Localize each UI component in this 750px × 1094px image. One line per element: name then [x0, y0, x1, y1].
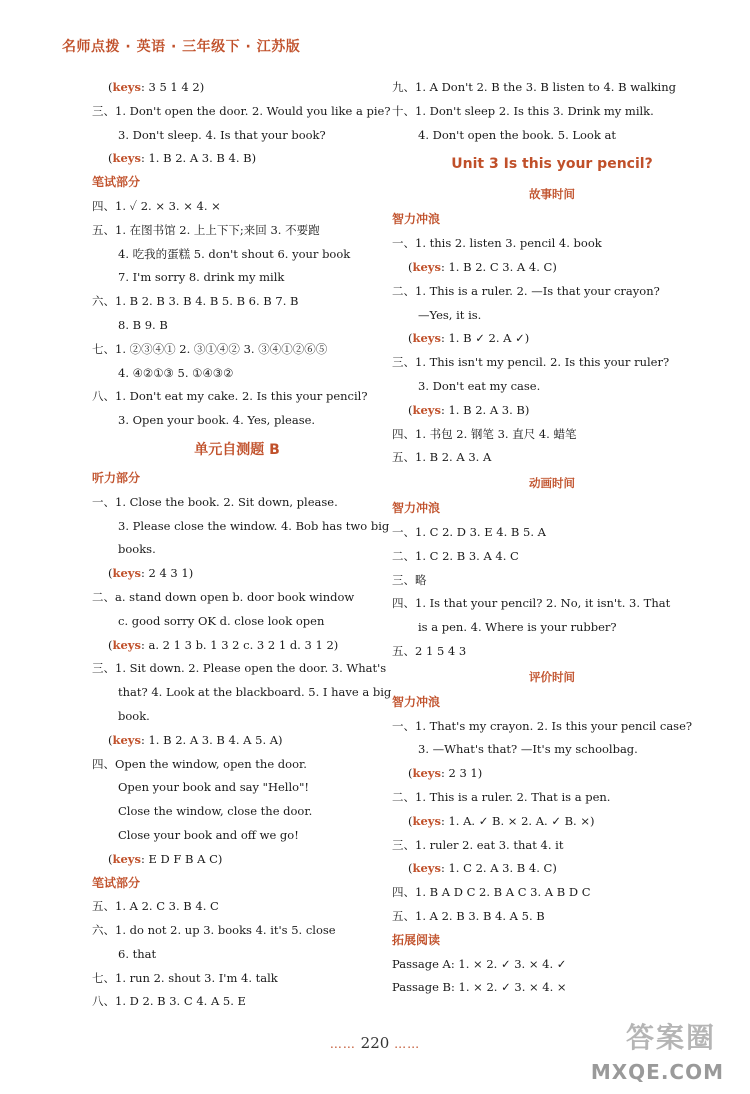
answer-line: 三、1. Don't open the door. 2. Would you like a pie?: [92, 103, 391, 118]
answer-line: 八、1. Don't eat my cake. 2. Is this your pencil?: [92, 389, 368, 404]
answer-line: 五、1. A 2. B 3. B 4. A 5. B: [392, 908, 545, 923]
section-label: 智力冲浪: [392, 501, 441, 516]
answer-line: 五、2 1 5 4 3: [392, 643, 467, 658]
section-label: 智力冲浪: [392, 694, 441, 709]
answer-line: 三、1. Sit down. 2. Please open the door. 3. What's: [92, 661, 387, 676]
answer-key-line: (keys: 1. B 2. C 3. A 4. C): [408, 259, 557, 274]
story-time-title: 故事时间: [529, 187, 575, 202]
answer-line: 二、a. stand down open b. door book window: [92, 589, 355, 604]
answer-line: 二、1. This is a ruler. 2. —Is that your crayon?: [392, 283, 660, 298]
answer-line: 3. Don't eat my case.: [418, 378, 541, 393]
answer-line: book.: [118, 708, 150, 723]
answer-line: —Yes, it is.: [418, 307, 482, 322]
answer-key-line: (keys: 1. B 2. A 3. B 4. B): [108, 151, 257, 166]
evaluation-time-title: 评价时间: [529, 669, 575, 684]
answer-key-line: (keys: 3 5 1 4 2): [108, 80, 205, 94]
footer-dots-right: ……: [394, 1037, 421, 1051]
answer-line: 6. that: [118, 946, 157, 961]
answer-line: Open your book and say "Hello"!: [118, 780, 309, 795]
answer-line: 七、1. run 2. shout 3. I'm 4. talk: [92, 970, 278, 985]
section-label: 笔试部分: [92, 875, 141, 890]
answer-line: 一、1. C 2. D 3. E 4. B 5. A: [392, 524, 546, 539]
answer-key-line: (keys: 1. B ✓ 2. A ✓): [408, 331, 530, 346]
answer-line: 8. B 9. B: [118, 317, 168, 332]
evaluation-time-answers: [392, 691, 712, 1000]
answer-line: that? 4. Look at the blackboard. 5. I have a big: [118, 685, 392, 700]
answer-key-line: (keys: 1. A. ✓ B. × 2. A. ✓ B. ×): [408, 813, 595, 828]
answer-line: 四、1. ✓ 2. × 3. × 4. ×: [92, 198, 221, 213]
watermark-en: MXQE.COM: [590, 1060, 724, 1084]
left-answers-top: [92, 76, 391, 433]
answer-key-line: (keys: 1. C 2. A 3. B 4. C): [408, 861, 557, 876]
answer-line: 七、1. ②③④① 2. ③①④② 3. ③④①②⑥⑤: [92, 341, 328, 356]
answer-line: c. good sorry OK d. close look open: [118, 613, 325, 628]
section-label: 拓展阅读: [392, 932, 441, 947]
answer-line: 3. Please close the window. 4. Bob has two big: [118, 518, 390, 533]
answer-line: 八、1. D 2. B 3. C 4. A 5. E: [92, 994, 246, 1009]
cartoon-time-answers: [392, 497, 712, 664]
section-label: 智力冲浪: [392, 212, 441, 227]
answer-line: books.: [118, 542, 156, 557]
answer-line: 3. Open your book. 4. Yes, please.: [118, 413, 316, 428]
left-column: [92, 76, 392, 1014]
section-title-unit-test-b: 单元自测题 B: [194, 441, 280, 458]
answer-line: 二、1. This is a ruler. 2. That is a pen.: [392, 789, 611, 804]
answer-line: Passage B: 1. × 2. ✓ 3. × 4. ×: [392, 980, 567, 995]
answer-line: 四、1. B A D C 2. B A C 3. A B D C: [392, 885, 591, 900]
answer-line: 四、Open the window, open the door.: [92, 756, 307, 771]
answer-line: Close your book and off we go!: [118, 827, 299, 842]
answer-line: 六、1. do not 2. up 3. books 4. it's 5. close: [92, 923, 336, 938]
answer-key-line: (keys: a. 2 1 3 b. 1 3 2 c. 3 2 1 d. 3 1 2): [108, 637, 339, 652]
answer-line: 四、1. Is that your pencil? 2. No, it isn't. 3. That: [392, 596, 671, 611]
answer-key-line: (keys: 2 3 1): [408, 766, 483, 781]
answer-line: Close the window, close the door.: [118, 804, 313, 819]
answer-line: 一、1. Close the book. 2. Sit down, please.: [92, 494, 338, 509]
answer-key-line: (keys: E D F B A C): [108, 851, 223, 866]
cartoon-time-title: 动画时间: [529, 476, 575, 491]
answer-line: 4. 吃我的蛋糕 5. don't shout 6. your book: [118, 246, 351, 261]
answer-line: 五、1. A 2. C 3. B 4. C: [92, 899, 219, 914]
answer-line: 五、1. 在图书馆 2. 上上下下;来回 3. 不要跑: [92, 222, 320, 237]
answer-line: 三、1. This isn't my pencil. 2. Is this your ruler?: [392, 355, 670, 370]
answer-line: is a pen. 4. Where is your rubber?: [418, 620, 617, 635]
section-label: 笔试部分: [92, 175, 141, 190]
answer-line: 3. Don't sleep. 4. Is that your book?: [118, 127, 326, 142]
answer-line: 四、1. 书包 2. 钢笔 3. 直尺 4. 蜡笔: [392, 426, 577, 441]
right-answers-top: [392, 76, 712, 147]
left-answers-bottom: [92, 467, 392, 1014]
answer-key-line: (keys: 1. B 2. A 3. B 4. A 5. A): [108, 732, 283, 747]
answer-line: 三、略: [392, 572, 427, 587]
answer-key-line: (keys: 2 4 3 1): [108, 566, 194, 581]
answer-line: Passage A: 1. × 2. ✓ 3. × 4. ✓: [392, 956, 567, 971]
right-column: [392, 76, 712, 1000]
answer-line: 三、1. ruler 2. eat 3. that 4. it: [392, 837, 564, 852]
unit-title: Unit 3 Is this your pencil?: [451, 156, 653, 173]
answer-line: 4. ④②①③ 5. ①④③②: [118, 365, 234, 380]
answer-line: 五、1. B 2. A 3. A: [392, 450, 492, 465]
section-label: 听力部分: [92, 470, 141, 485]
footer-dots-left: ……: [329, 1037, 356, 1051]
answer-line: 二、1. C 2. B 3. A 4. C: [392, 548, 519, 563]
answer-line: 一、1. That's my crayon. 2. Is this your pencil case?: [392, 718, 693, 733]
answer-line: 一、1. this 2. listen 3. pencil 4. book: [392, 236, 602, 251]
answer-line: 7. I'm sorry 8. drink my milk: [118, 270, 285, 285]
answer-line: 九、1. A Don't 2. B the 3. B listen to 4. B walking: [392, 80, 677, 94]
answer-key-line: (keys: 1. B 2. A 3. B): [408, 402, 530, 417]
answer-line: 3. —What's that? —It's my schoolbag.: [418, 742, 638, 757]
page-header: 名师点拨 · 英语 · 三年级下 · 江苏版: [62, 39, 301, 55]
story-time-answers: [392, 208, 712, 470]
watermark-cn: 答案圈: [625, 1021, 716, 1054]
page-number: 220: [360, 1034, 390, 1052]
answer-line: 六、1. B 2. B 3. B 4. B 5. B 6. B 7. B: [92, 294, 299, 309]
answer-line: 4. Don't open the book. 5. Look at: [418, 127, 616, 142]
answer-line: 十、1. Don't sleep 2. Is this 3. Drink my milk.: [392, 103, 654, 118]
